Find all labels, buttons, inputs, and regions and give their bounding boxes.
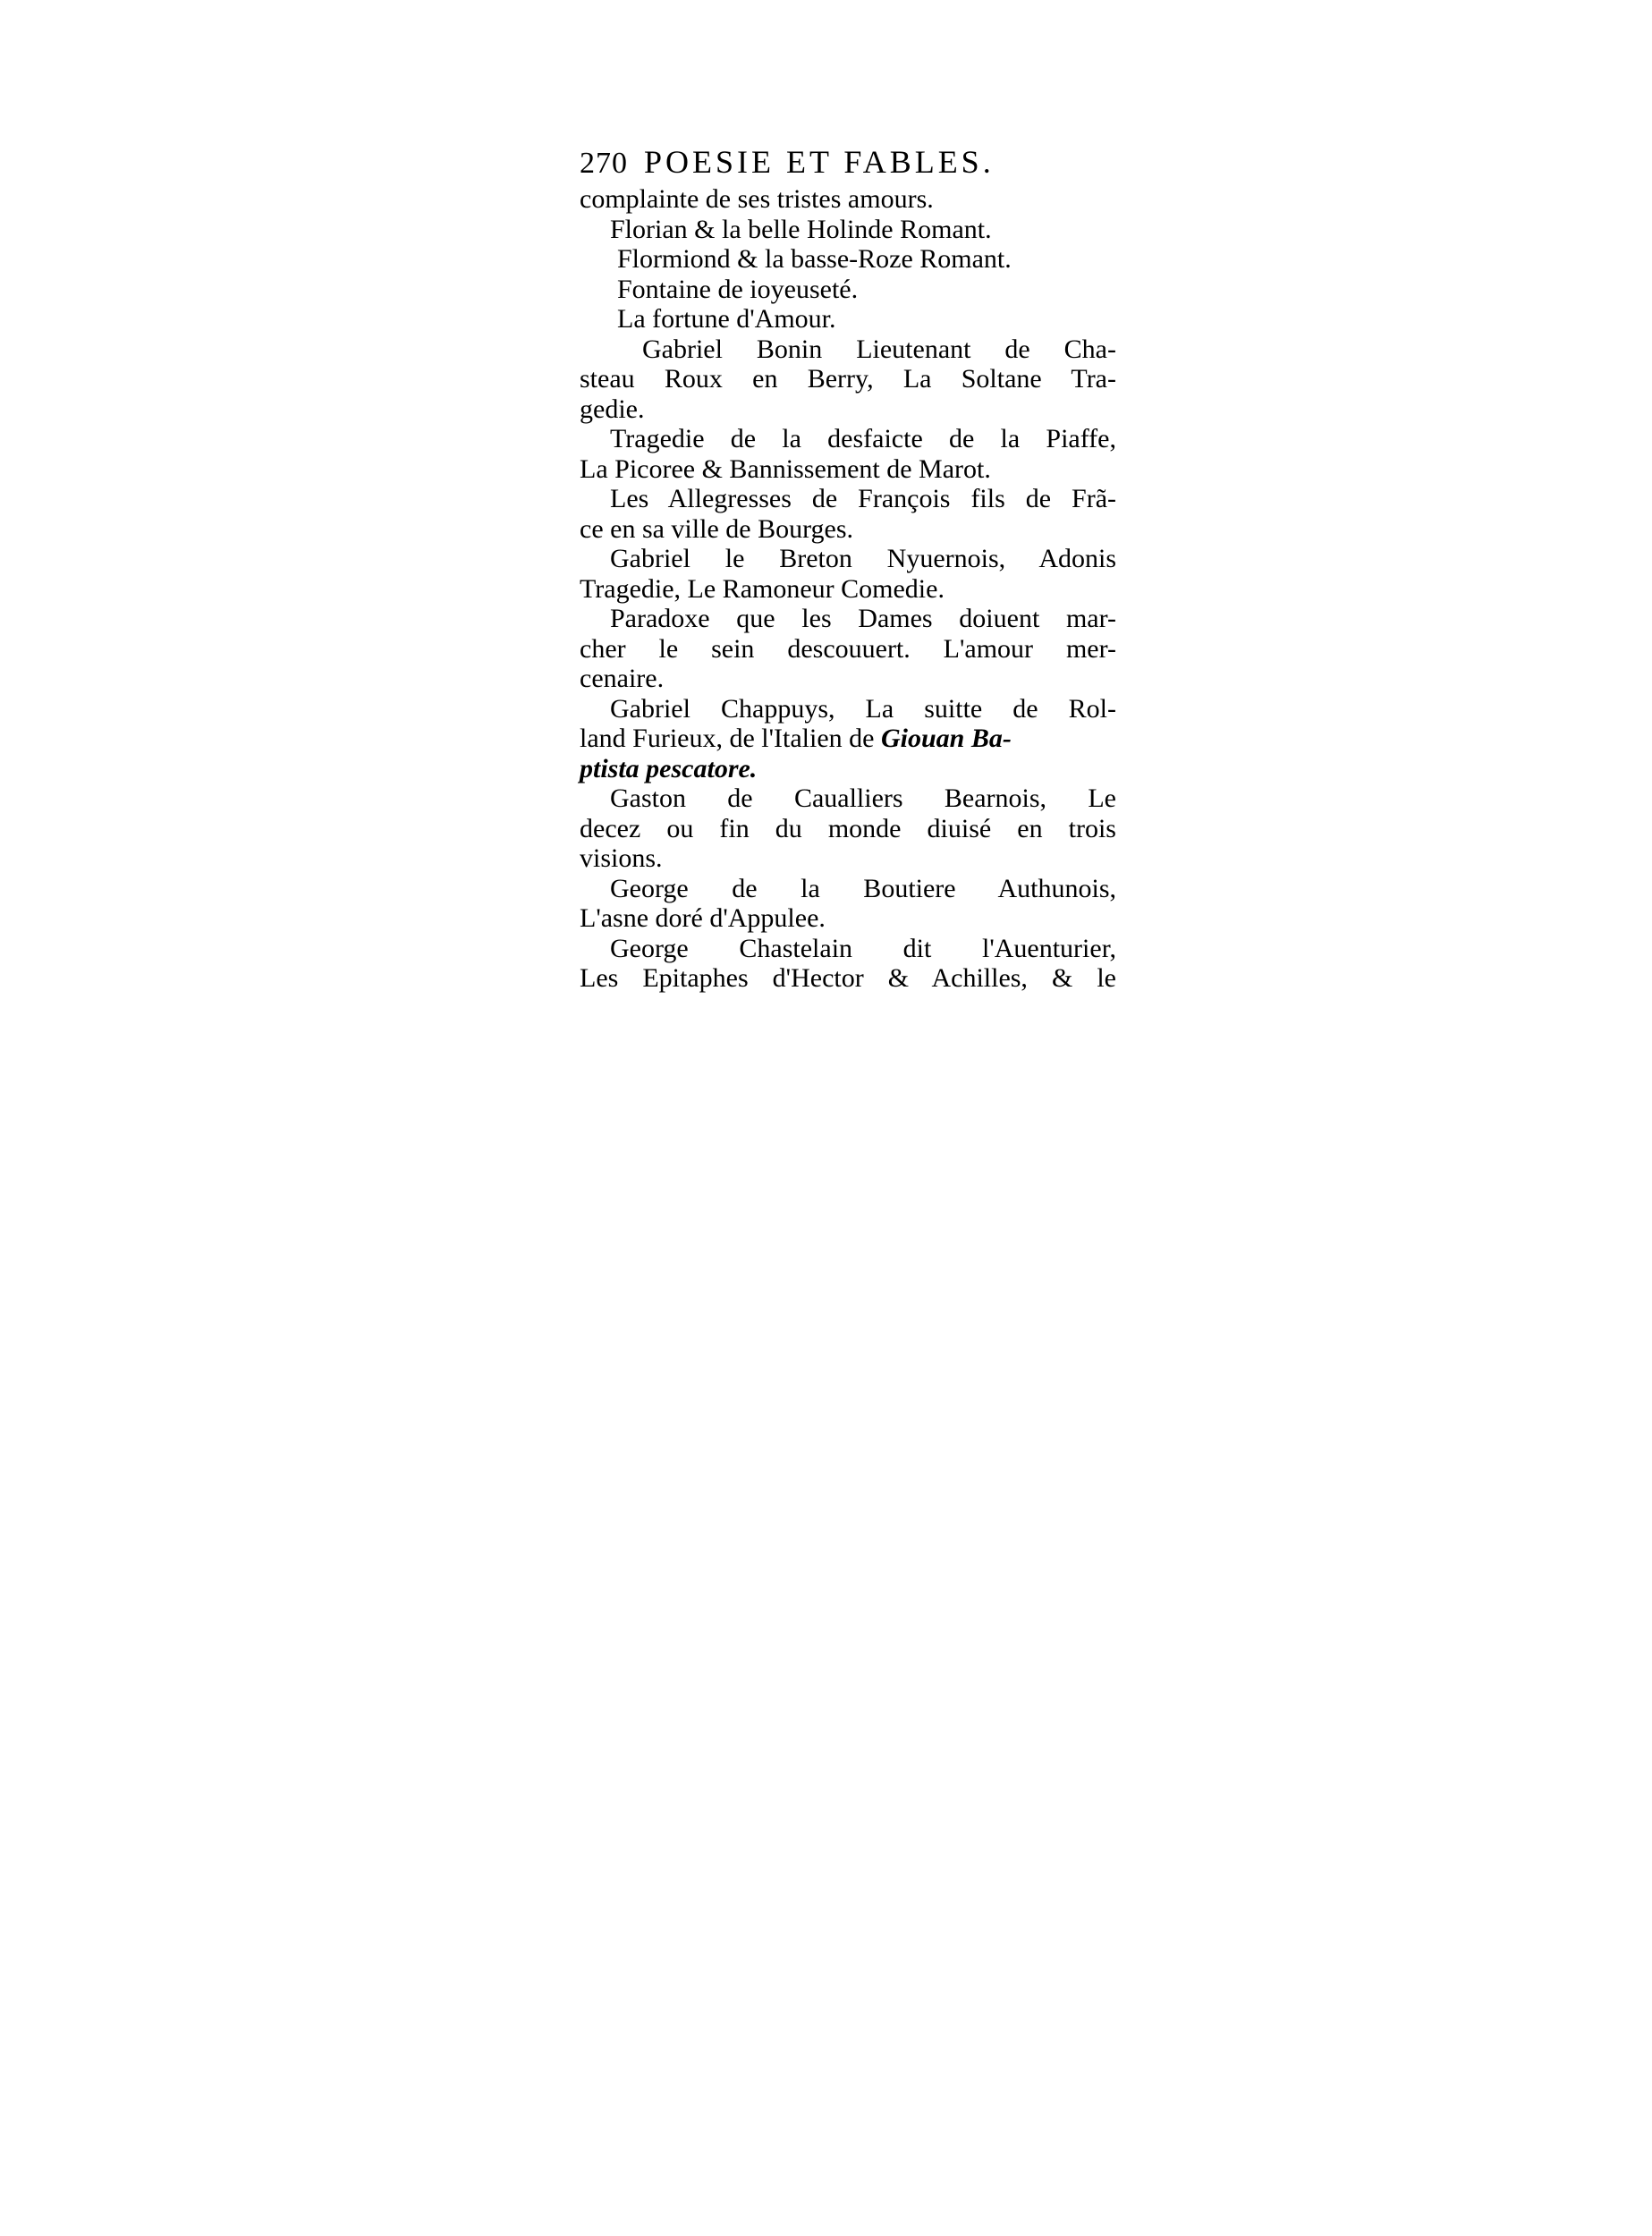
text-line: Gabriel Chappuys, La suitte de Rol-: [610, 693, 1116, 724]
text-line: Florian & la belle Holinde Romant.: [610, 214, 992, 244]
text-line: Gabriel Bonin Lieutenant de Cha-: [642, 334, 1116, 364]
text-line: Tragedie de la desfaicte de la Piaffe,: [610, 424, 1116, 453]
text-line: ptista pescatore.: [580, 753, 758, 783]
text-line: complainte de ses tristes amours.: [580, 184, 934, 214]
text-line: Paradoxe que les Dames doiuent mar-: [610, 604, 1116, 633]
text-line: steau Roux en Berry, La Soltane Tra-: [580, 364, 1116, 394]
italic-span: Giouan Ba-: [880, 724, 1012, 753]
text-line: George Chastelain dit l'Auenturier,: [610, 933, 1116, 963]
text-line: ce en sa ville de Bourges.: [580, 513, 854, 544]
page-header: [580, 143, 1116, 184]
text-span: land Furieux, de l'Italien de: [580, 724, 875, 753]
text-block: [580, 143, 1116, 994]
text-line: Gaston de Caualliers Bearnois, Le: [610, 783, 1116, 813]
text-line: L'asne doré d'Appulee.: [580, 903, 826, 933]
text-line: Les Allegresses de François fils de Frã-: [610, 484, 1116, 513]
text-line: cenaire.: [580, 664, 665, 693]
text-line: gedie.: [580, 394, 645, 424]
text-line: [580, 724, 1116, 754]
text-line: Fontaine de ioyeuseté.: [617, 274, 859, 304]
text-line: La fortune d'Amour.: [617, 304, 836, 334]
text-line: visions.: [580, 843, 663, 873]
page-number: 270: [580, 147, 628, 180]
text-line: La Picoree & Bannissement de Marot.: [580, 453, 991, 484]
text-line: Tragedie, Le Ramoneur Comedie.: [580, 573, 945, 604]
text-line: George de la Boutiere Authunois,: [610, 873, 1116, 903]
text-line: Les Epitaphes d'Hector & Achilles, & le: [580, 963, 1116, 993]
text-line: cher le sein descouuert. L'amour mer-: [580, 633, 1116, 664]
text-line: Flormiond & la basse-Roze Romant.: [617, 244, 1012, 274]
text-line: Gabriel le Breton Nyuernois, Adonis: [610, 544, 1116, 573]
running-title: POESIE ET FABLES.: [644, 144, 995, 180]
text-line: decez ou fin du monde diuisé en trois: [580, 813, 1116, 843]
